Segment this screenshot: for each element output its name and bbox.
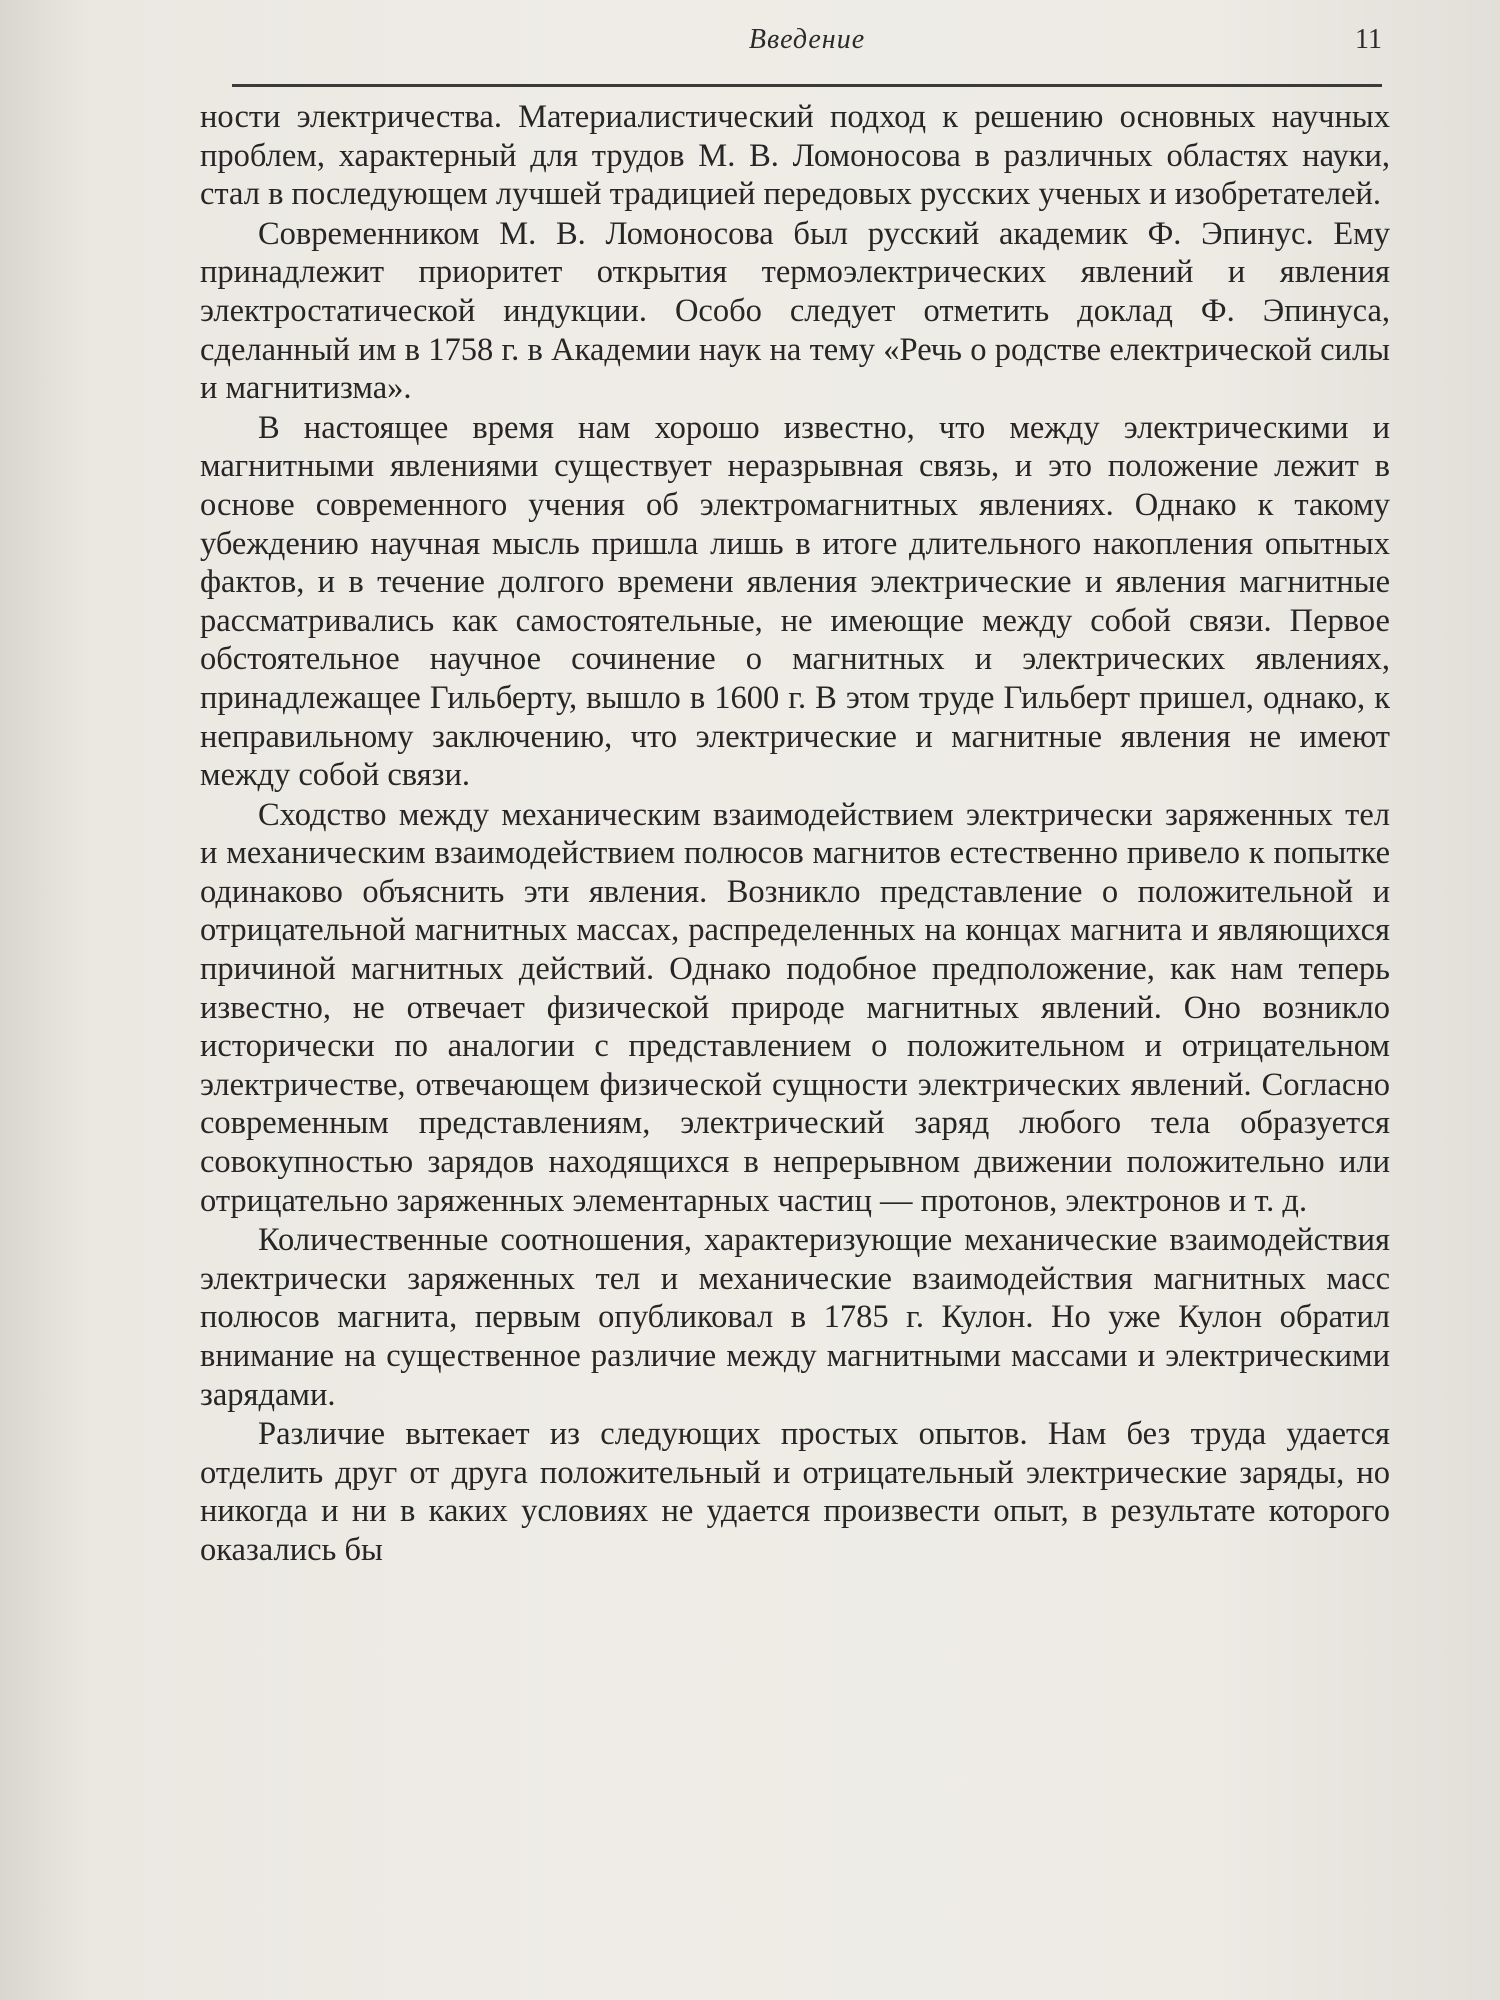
paragraph-4: Сходство между механическим взаимодействием электрически заряженных тел и механическим взаимодействием полюсов магнитов естественно привело к попытке одинаково объяснить эти явления. Возникло представление о положительной и отрицательной магнитных массах, распределенных на концах магнита и являющихся причиной магнитных действий. Однако подобное предположение, как нам теперь известно, не отвечает физической природе магнитных явлений. Оно возникло исторически по аналогии с представлением о положительном и отрицательном электричестве, отвечающем физической сущности электрических явлений. Согласно современным представлениям, электрический заряд любого тела образуется совокупностью зарядов находящихся в непрерывном движении положительно или отрицательно заряженных элементарных частиц — протонов, электронов и т. д. bbox=[200, 796, 1390, 1219]
paragraph-6: Различие вытекает из следующих простых опытов. Нам без труда удается отделить друг от друга положительный и отрицательный электрические заряды, но никогда и ни в каких условиях не удается произвести опыт, в результате которого оказались бы bbox=[200, 1416, 1390, 1568]
paragraph-2: Современником М. В. Ломоносова был русский академик Ф. Эпинус. Ему принадлежит приоритет открытия термоэлектрических явлений и явления электростатической индукции. Особо следует отметить доклад Ф. Эпинуса, сделанный им в 1758 г. в Академии наук на тему «Речь о родстве електрической силы и магнитизма». bbox=[200, 215, 1390, 407]
paragraph-3: В настоящее время нам хорошо известно, что между электрическими и магнитными явлениями существует неразрывная связь, и это положение лежит в основе современного учения об электромагнитных явлениях. Однако к такому убеждению научная мысль пришла лишь в итоге длительного накопления опытных фактов, и в течение долгого времени явления электрические и явления магнитные рассматривались как самостоятельные, не имеющие между собой связи. Первое обстоятельное научное сочинение о магнитных и электрических явлениях, принадлежащее Гильберту, вышло в 1600 г. В этом труде Гильберт пришел, однако, к неправильному заключению, что электрические и магнитные явления не имеют между собой связи. bbox=[200, 409, 1390, 794]
page-number: 11 bbox=[1355, 24, 1382, 55]
running-title: Введение bbox=[748, 24, 866, 55]
paragraph-5: Количественные соотношения, характеризующие механические взаимодействия электрически заряженных тел и механические взаимодействия магнитных масс полюсов магнита, первым опубликовал в 1785 г. Кулон. Но уже Кулон обратил внимание на существенное различие между магнитными массами и электрическими зарядами. bbox=[200, 1222, 1390, 1413]
paragraph-1: ности электричества. Материалистический подход к решению основных научных проблем, характерный для трудов М. В. Ломоносова в различных областях науки, стал в последующем лучшей традицией передовых русских ученых и изобретателей. bbox=[200, 99, 1390, 213]
page-header bbox=[232, 20, 1382, 87]
body-text bbox=[200, 98, 1390, 1978]
